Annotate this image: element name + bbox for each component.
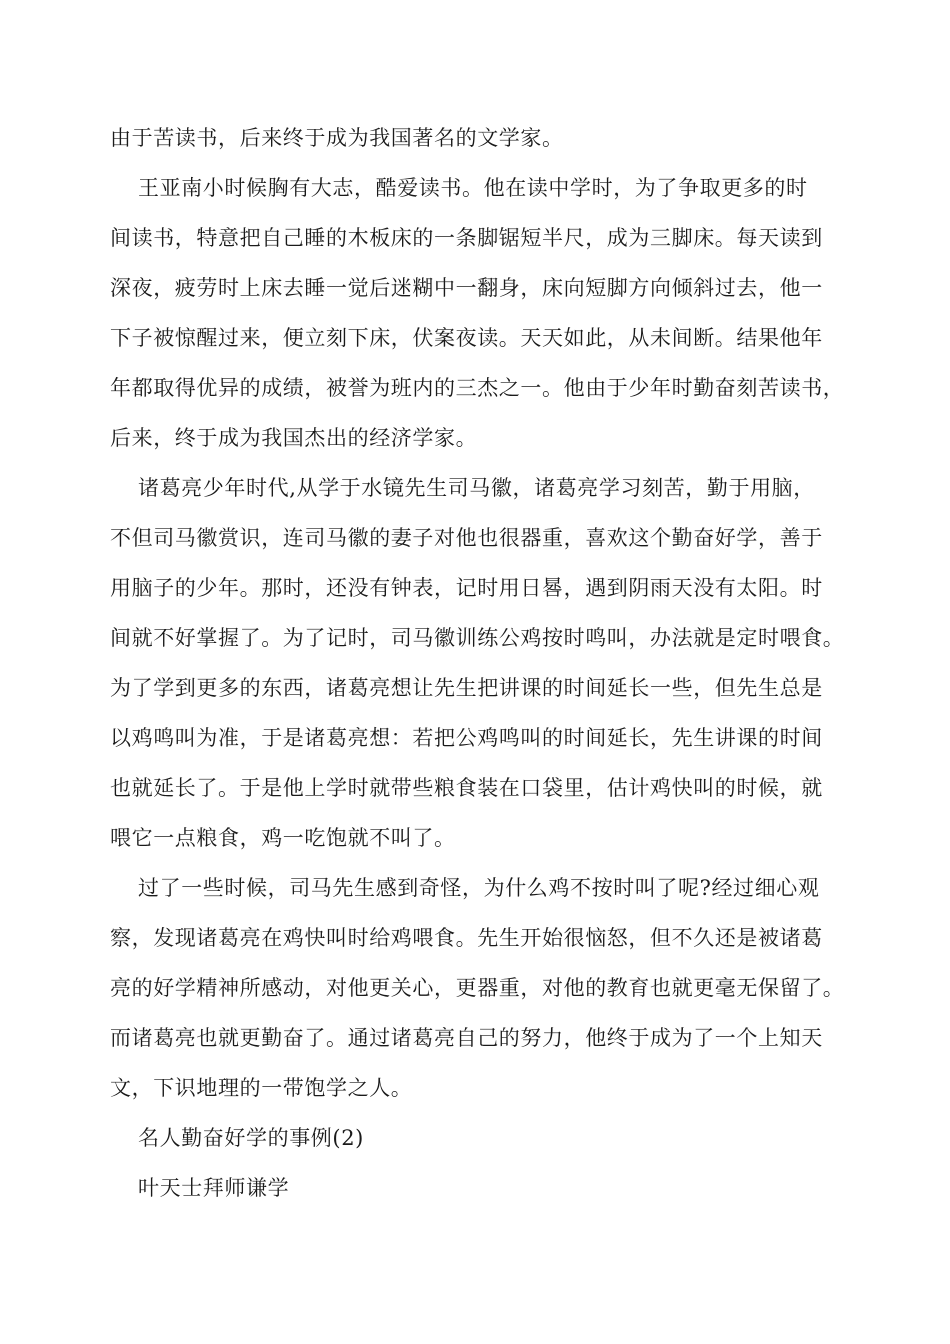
text-line: 亮的好学精神所感动，对他更关心，更器重，对他的教育也就更毫无保留了。 bbox=[110, 976, 845, 1000]
text-line: 王亚南小时候胸有大志，酷爱读书。他在读中学时，为了争取更多的时 bbox=[138, 176, 808, 200]
text-line: 用脑子的少年。那时，还没有钟表，记时用日晷，遇到阴雨天没有太阳。时 bbox=[110, 576, 823, 600]
text-line: 也就延长了。于是他上学时就带些粮食装在口袋里，估计鸡快叫的时候，就 bbox=[110, 776, 823, 800]
text-line: 喂它一点粮食，鸡一吃饱就不叫了。 bbox=[110, 826, 456, 850]
text-line: 以鸡鸣叫为准，于是诸葛亮想：若把公鸡鸣叫的时间延长，先生讲课的时间 bbox=[110, 726, 823, 750]
text-line: 下子被惊醒过来，便立刻下床，伏案夜读。天天如此，从未间断。结果他年 bbox=[110, 326, 823, 350]
section-heading: 名人勤奋好学的事例(2) bbox=[138, 1126, 364, 1150]
text-line: 由于苦读书，后来终于成为我国著名的文学家。 bbox=[110, 126, 564, 150]
text-line: 不但司马徽赏识，连司马徽的妻子对他也很器重，喜欢这个勤奋好学，善于 bbox=[110, 526, 823, 550]
text-line: 深夜，疲劳时上床去睡一觉后迷糊中一翻身，床向短脚方向倾斜过去，他一 bbox=[110, 276, 823, 300]
text-line: 年都取得优异的成绩，被誉为班内的三杰之一。他由于少年时勤奋刻苦读书， bbox=[110, 376, 845, 400]
text-line: 而诸葛亮也就更勤奋了。通过诸葛亮自己的努力，他终于成为了一个上知天 bbox=[110, 1026, 823, 1050]
text-line: 过了一些时候，司马先生感到奇怪，为什么鸡不按时叫了呢?经过细心观 bbox=[138, 876, 820, 900]
text-line: 为了学到更多的东西，诸葛亮想让先生把讲课的时间延长一些，但先生总是 bbox=[110, 676, 823, 700]
text-line: 间读书，特意把自己睡的木板床的一条脚锯短半尺，成为三脚床。每天读到 bbox=[110, 226, 823, 250]
text-line: 诸葛亮少年时代,从学于水镜先生司马徽，诸葛亮学习刻苦，勤于用脑， bbox=[138, 476, 815, 500]
text-line: 间就不好掌握了。为了记时，司马徽训练公鸡按时鸣叫，办法就是定时喂食。 bbox=[110, 626, 845, 650]
text-line: 文，下识地理的一带饱学之人。 bbox=[110, 1076, 413, 1100]
text-line: 后来，终于成为我国杰出的经济学家。 bbox=[110, 426, 478, 450]
text-line: 察，发现诸葛亮在鸡快叫时给鸡喂食。先生开始很恼怒，但不久还是被诸葛 bbox=[110, 926, 823, 950]
subsection-heading: 叶天士拜师谦学 bbox=[138, 1176, 290, 1200]
